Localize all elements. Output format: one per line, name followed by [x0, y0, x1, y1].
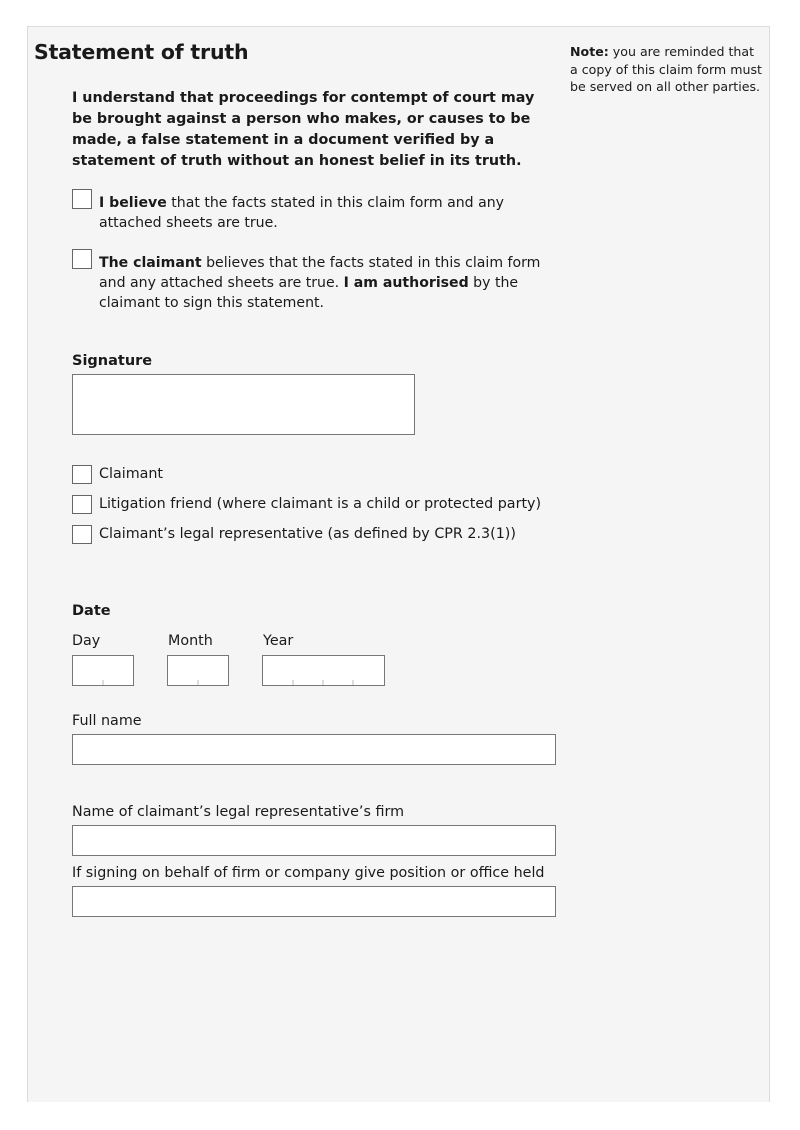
- firm-name-label: Name of claimant’s legal representative’s firm: [72, 804, 405, 820]
- authorised-bold: I am authorised: [343, 275, 469, 291]
- day-digit-ticks: [73, 656, 133, 685]
- firm-name-input[interactable]: [72, 825, 556, 856]
- full-name-label: Full name: [72, 713, 142, 729]
- litigation-friend-checkbox[interactable]: [72, 495, 92, 514]
- signature-label: Signature: [72, 353, 153, 369]
- day-input[interactable]: [72, 655, 134, 686]
- form-panel: [27, 26, 770, 1102]
- claimant-believes-statement: [99, 253, 544, 313]
- section-title: Statement of truth: [34, 40, 249, 64]
- claimant-role-label: Claimant: [99, 466, 164, 482]
- i-believe-text: that the facts stated in this claim form and any attached sheets are true.: [99, 195, 504, 231]
- note-text: you are reminded that a copy of this claim form must be served on all other parties.: [570, 44, 762, 94]
- position-input[interactable]: [72, 886, 556, 917]
- contempt-warning: I understand that proceedings for contempt of court may be brought against a person who makes, or causes to be made, a false statement in a document verified by a statement of truth without an honest belief in its truth.: [72, 90, 535, 169]
- claimant-believes-checkbox[interactable]: [72, 249, 92, 269]
- year-input[interactable]: [262, 655, 385, 686]
- legal-rep-checkbox[interactable]: [72, 525, 92, 544]
- month-digit-ticks: [168, 656, 228, 685]
- service-note: [570, 43, 765, 96]
- month-label: Month: [168, 633, 213, 649]
- year-label: Year: [263, 633, 294, 649]
- claimant-text: believes that the facts stated in this claim form and any attached sheets are true.: [99, 255, 541, 291]
- day-label: Day: [72, 633, 101, 649]
- i-believe-checkbox[interactable]: [72, 189, 92, 209]
- i-believe-statement: [99, 193, 539, 233]
- date-label: Date: [72, 603, 111, 619]
- full-name-input[interactable]: [72, 734, 556, 765]
- signature-box[interactable]: [72, 374, 415, 435]
- claimant-bold: The claimant: [99, 255, 202, 271]
- litigation-friend-label: Litigation friend (where claimant is a child or protected party): [99, 496, 542, 512]
- authorised-text: by the claimant to sign this statement.: [99, 275, 519, 311]
- note-label: Note:: [570, 44, 609, 59]
- i-believe-bold: I believe: [99, 195, 167, 211]
- position-label: If signing on behalf of firm or company give position or office held: [72, 865, 545, 881]
- legal-rep-label: Claimant’s legal representative (as defined by CPR 2.3(1)): [99, 526, 516, 542]
- year-digit-ticks: [263, 656, 384, 685]
- claimant-role-checkbox[interactable]: [72, 465, 92, 484]
- month-input[interactable]: [167, 655, 229, 686]
